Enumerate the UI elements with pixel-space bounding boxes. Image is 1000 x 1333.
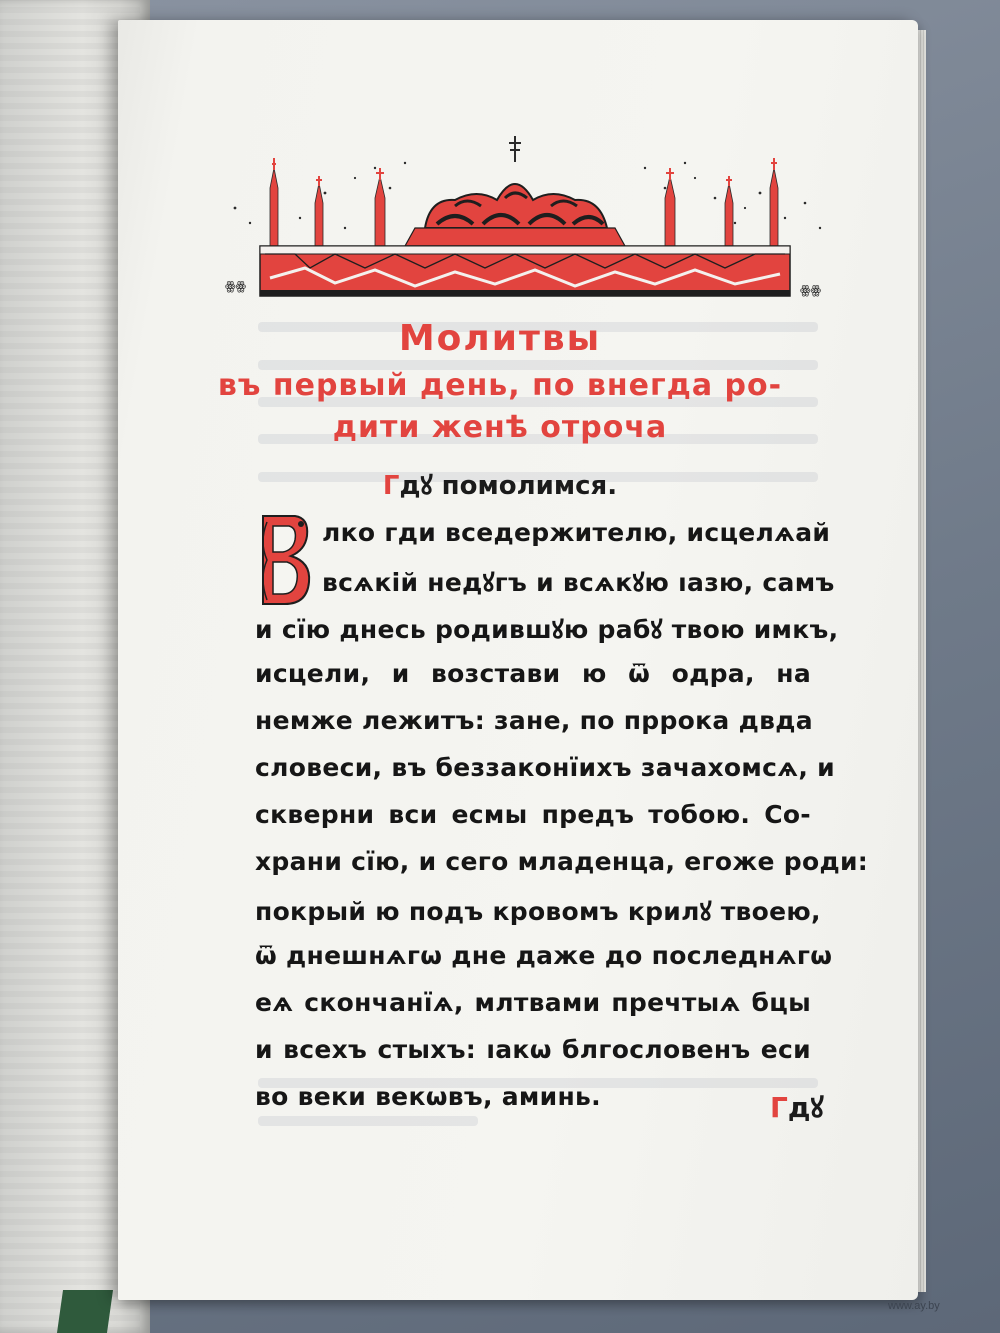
prayer-subtitle-line-2: дити женѣ отроча xyxy=(332,410,668,445)
body-text-line: покрый ю подъ кровомъ крилꙋ твоею, xyxy=(255,897,821,926)
bleed-through-line xyxy=(258,1116,478,1126)
body-text-line: еѧ скончанїѧ, млтвами пречтыѧ бцы xyxy=(255,988,811,1017)
body-text-line: и сїю днесь родившꙋю рабꙋ твою имкъ, xyxy=(255,615,839,644)
headpiece-ornament xyxy=(215,128,835,308)
catchword-text: дꙋ xyxy=(787,1091,824,1124)
right-mark: ꙮꙮ xyxy=(800,283,822,297)
left-spires xyxy=(270,158,385,246)
prayer-subtitle-line-1: въ первый день, по внегда ро- xyxy=(217,368,783,403)
body-text-line: исцели, и возстави ю ѿ одра, на xyxy=(255,659,811,688)
body-text-line: скверни вси есмы предъ тобою. Со- xyxy=(255,800,811,829)
watermark: www.ay.by xyxy=(888,1300,940,1312)
catchword-red-initial: Г xyxy=(770,1091,788,1124)
catchword xyxy=(770,1088,824,1126)
body-text-line: лко гди вседержителю, исцелѧай xyxy=(322,518,831,547)
book-binding xyxy=(57,1290,113,1333)
dropcap-initial xyxy=(255,512,313,608)
body-text-line: всѧкій недꙋгъ и всѧкꙋю ıазю, самъ xyxy=(322,568,835,597)
ornament-wall xyxy=(260,246,790,296)
central-cupolas xyxy=(405,136,625,246)
right-spires xyxy=(665,158,778,246)
invocation-text: дꙋ помолимся. xyxy=(399,471,618,501)
body-text-line: ѿ днешнѧгѡ дне даже до последнѧгѡ xyxy=(255,941,833,970)
body-text-line: храни сїю, и сего младенца, егоже роди: xyxy=(255,847,869,876)
invocation-line xyxy=(150,466,850,502)
body-text-line: и всехъ стыхъ: ıакѡ блгословенъ еси xyxy=(255,1035,811,1064)
invocation-red-initial: Г xyxy=(382,471,400,501)
left-mark: ꙮꙮ xyxy=(225,279,247,293)
body-text-line: во веки векѡвъ, аминь. xyxy=(255,1082,601,1111)
body-text-line: немже лежитъ: зане, по пррока двда xyxy=(255,706,813,735)
body-text-line: словеси, въ беззаконїихъ зачахомсѧ, и xyxy=(255,753,835,782)
prayer-title: Молитвы xyxy=(398,318,602,359)
